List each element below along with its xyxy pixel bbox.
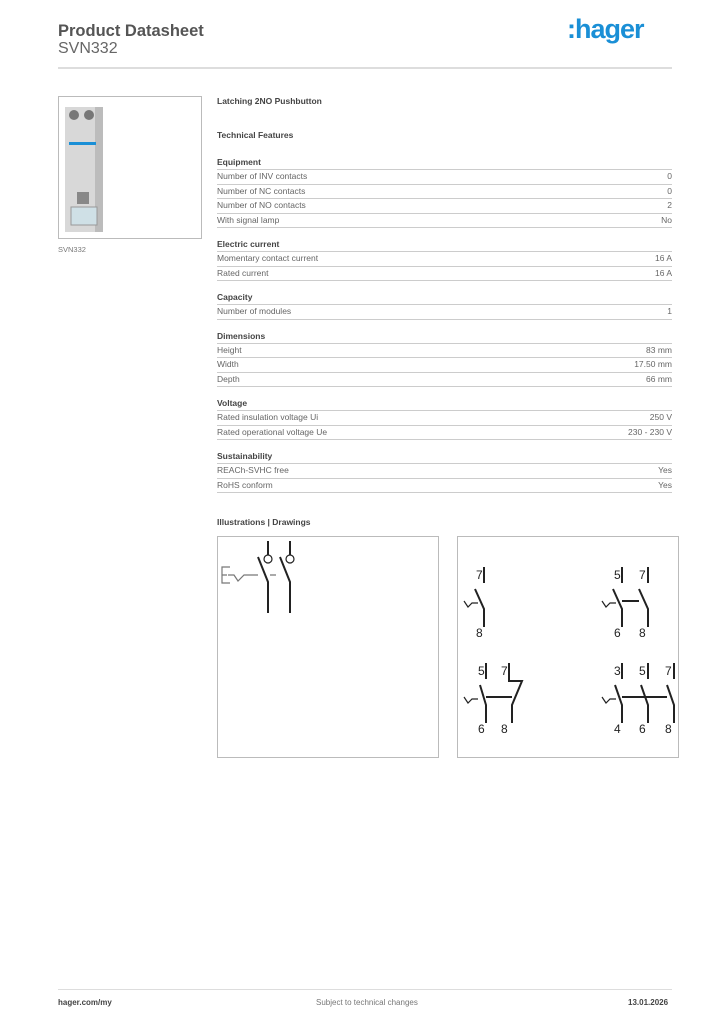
spec-value: 1	[667, 306, 672, 316]
section-title: Capacity	[217, 291, 672, 305]
spec-label: REACh-SVHC free	[217, 465, 289, 475]
terminal-number: 6	[614, 626, 621, 640]
terminal-number: 3	[614, 664, 621, 678]
spec-section	[217, 156, 672, 228]
terminal-number: 8	[665, 722, 672, 736]
spec-row	[217, 464, 672, 479]
section-title: Equipment	[217, 156, 672, 170]
spec-label: Momentary contact current	[217, 253, 319, 263]
spec-row	[217, 479, 672, 494]
terminal-number: 4	[614, 722, 621, 736]
spec-label: Depth	[217, 373, 240, 384]
spec-row	[217, 373, 672, 388]
terminal-number: 8	[639, 626, 646, 640]
page-title: Product Datasheet	[58, 22, 204, 40]
product-description: Latching 2NO Pushbutton	[217, 96, 322, 106]
header-divider	[58, 67, 672, 69]
image-caption: SVN332	[58, 245, 86, 254]
footer-divider	[58, 989, 672, 990]
spec-label: Rated operational voltage Ue	[217, 426, 328, 437]
illustrations-heading: Illustrations | Drawings	[217, 517, 311, 527]
spec-value: 66 mm	[646, 373, 672, 384]
spec-row	[217, 199, 672, 214]
section-title: Sustainability	[217, 450, 672, 464]
spec-row	[217, 170, 672, 185]
terminal-number: 5	[639, 664, 646, 678]
spec-row	[217, 305, 672, 320]
spec-row	[217, 185, 672, 200]
spec-value: 0	[667, 185, 672, 196]
product-code: SVN332	[58, 40, 118, 57]
terminal-number: 7	[639, 568, 646, 582]
spec-section	[217, 397, 672, 440]
spec-label: Rated current	[217, 267, 269, 278]
spec-value: 16 A	[654, 267, 672, 278]
spec-row	[217, 411, 672, 426]
terminal-number: 6	[478, 722, 485, 736]
spec-label: Number of NC contacts	[217, 185, 306, 196]
footer-website[interactable]: hager.com/my	[58, 998, 112, 1007]
spec-label: Number of NO contacts	[217, 200, 306, 210]
spec-value: 0	[667, 171, 672, 181]
spec-label: RoHS conform	[217, 479, 273, 490]
spec-label: Height	[217, 344, 242, 355]
terminal-number: 8	[476, 626, 483, 640]
terminal-number: 7	[501, 664, 508, 678]
footer-date: 13.01.2026	[628, 998, 669, 1007]
spec-value: Yes	[658, 479, 672, 490]
terminal-number: 5	[478, 664, 485, 678]
wiring-symbol-drawing	[217, 536, 439, 758]
terminal-number: 7	[476, 568, 483, 582]
spec-value: 83 mm	[646, 344, 672, 355]
terminal-number: 7	[665, 664, 672, 678]
spec-value: 17.50 mm	[634, 359, 672, 369]
section-title: Electric current	[217, 238, 672, 252]
spec-section	[217, 291, 672, 320]
spec-value: No	[661, 214, 672, 225]
technical-features-heading: Technical Features	[217, 130, 294, 140]
spec-value: 250 V	[649, 412, 672, 422]
spec-value: 16 A	[654, 253, 672, 263]
spec-row	[217, 358, 672, 373]
spec-label: Width	[217, 359, 239, 369]
spec-row	[217, 344, 672, 359]
spec-row	[217, 267, 672, 282]
hager-logo: :hager	[567, 14, 644, 44]
spec-value: 2	[667, 200, 672, 210]
terminal-number: 8	[501, 722, 508, 736]
product-image	[58, 96, 202, 239]
spec-row	[217, 252, 672, 267]
spec-panel	[217, 96, 672, 503]
spec-row	[217, 214, 672, 229]
spec-value: Yes	[658, 465, 672, 475]
section-title: Dimensions	[217, 330, 672, 344]
spec-value: 230 - 230 V	[628, 426, 672, 437]
spec-section	[217, 450, 672, 493]
spec-label: Number of INV contacts	[217, 171, 308, 181]
spec-section	[217, 330, 672, 388]
spec-row	[217, 426, 672, 441]
spec-label: With signal lamp	[217, 214, 280, 225]
section-title: Voltage	[217, 397, 672, 411]
spec-label: Number of modules	[217, 306, 292, 316]
terminal-number: 6	[639, 722, 646, 736]
terminal-number: 5	[614, 568, 621, 582]
terminal-diagrams-drawing	[457, 536, 679, 758]
spec-section	[217, 238, 672, 281]
spec-label: Rated insulation voltage Ui	[217, 412, 319, 422]
footer-note: Subject to technical changes	[316, 998, 418, 1007]
